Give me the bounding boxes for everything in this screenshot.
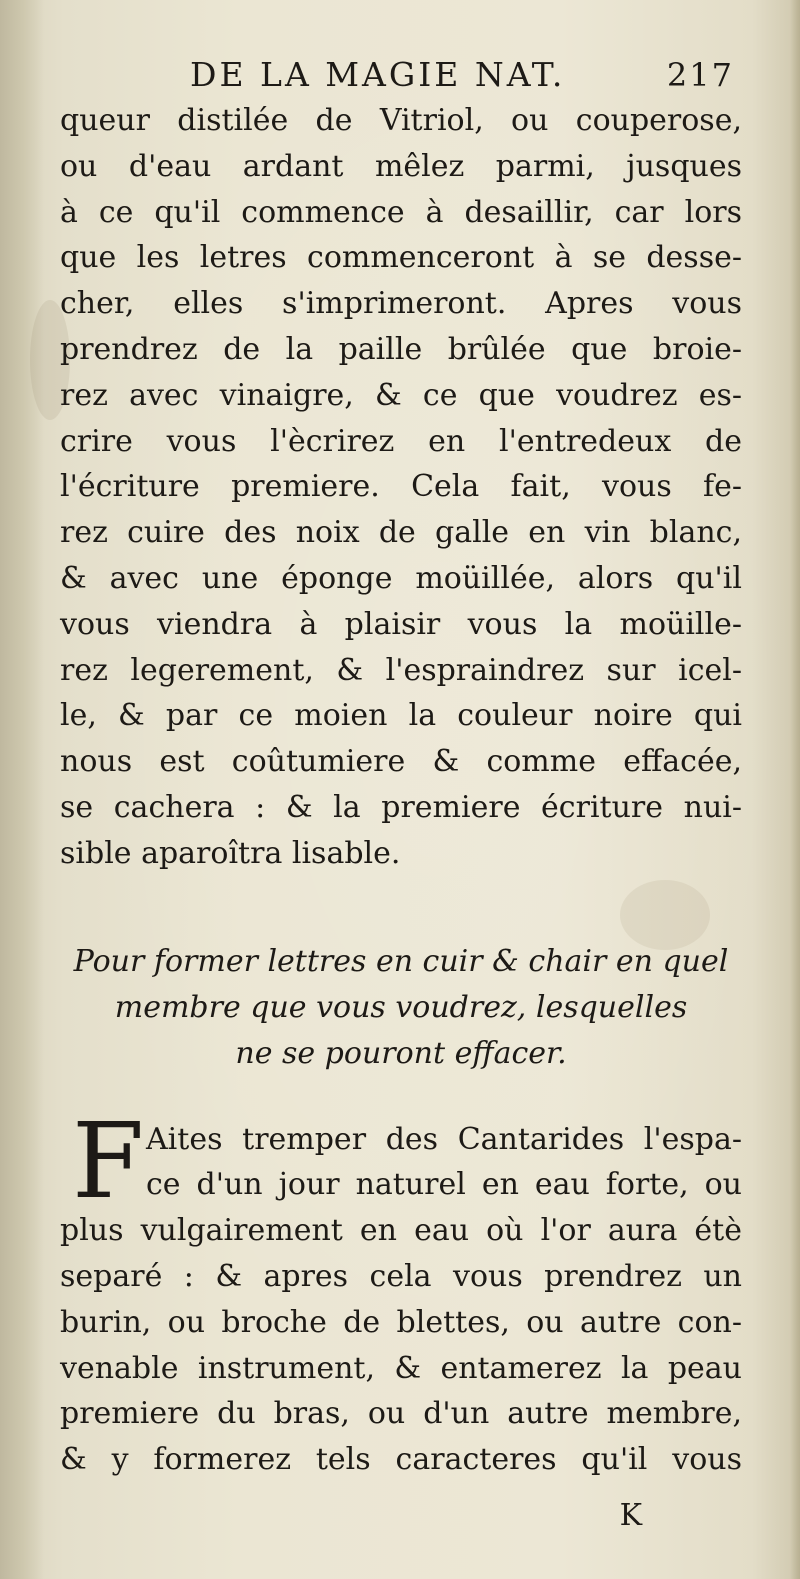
running-head: DE LA MAGIE NAT.	[190, 55, 566, 94]
heading-line: membre que vous voudrez, lesquelles	[114, 989, 688, 1025]
text-line: venable instrument, & entamerez la peau	[60, 1350, 742, 1386]
drop-cap: F	[72, 1099, 145, 1222]
section-heading	[60, 939, 742, 1077]
text-line: vous viendra à plaisir vous la moüille-	[60, 606, 742, 642]
text-line: que les letres commenceront à se desse-	[60, 240, 742, 276]
text-line: l'écriture premiere. Cela fait, vous fe-	[60, 469, 742, 505]
text-line: premiere du bras, ou d'un autre membre,	[60, 1396, 742, 1432]
text-line: se cachera : & la premiere écriture nui-	[60, 789, 742, 825]
page-number: 217	[666, 56, 734, 94]
text-line: & y formerez tels caracteres qu'il vous	[60, 1442, 742, 1478]
text-line: le, & par ce moien la couleur noire qui	[60, 698, 742, 734]
page-edge	[790, 0, 800, 1579]
heading-line: ne se pouront effacer.	[235, 1035, 567, 1071]
paragraph-1	[60, 98, 742, 877]
text-line: ce d'un jour naturel en eau forte, ou	[146, 1167, 742, 1203]
text-line: rez avec vinaigre, & ce que voudrez es-	[60, 377, 742, 413]
heading-line: Pour former lettres en cuir & chair en quel	[73, 943, 729, 979]
text-line: & avec une éponge moüillée, alors qu'il	[60, 560, 742, 596]
text-line: crire vous l'ècrirez en l'entredeux de	[60, 423, 742, 459]
text-line: rez legerement, & l'espraindrez sur icel-	[60, 652, 742, 688]
binding-gutter	[0, 0, 44, 1579]
catchword: K	[619, 1498, 642, 1533]
text-line: separé : & apres cela vous prendrez un	[60, 1258, 742, 1294]
text-line: queur distilée de Vitriol, ou couperose,	[60, 103, 742, 138]
text-line: nous est coûtumiere & comme effacée,	[60, 744, 742, 780]
text-line: prendrez de la paille brûlée que broie-	[60, 331, 742, 367]
text-line: ou d'eau ardant mêlez parmi, jusques	[60, 148, 742, 184]
paragraph-2	[60, 1099, 742, 1483]
text-line: sible aparoîtra lisable.	[60, 835, 401, 871]
page-text-block	[60, 52, 742, 1483]
text-line: Aites tremper des Cantarides l'espa-	[146, 1121, 742, 1157]
text-line: cher, elles s'imprimeront. Apres vous	[60, 286, 742, 322]
text-line: plus vulgairement en eau où l'or aura étè	[60, 1213, 742, 1249]
text-line: à ce qu'il commence à desaillir, car lors	[60, 194, 742, 230]
text-line: burin, ou broche de blettes, ou autre con-	[60, 1304, 742, 1340]
page-header	[60, 52, 742, 98]
text-line: rez cuire des noix de galle en vin blanc,	[60, 515, 742, 551]
